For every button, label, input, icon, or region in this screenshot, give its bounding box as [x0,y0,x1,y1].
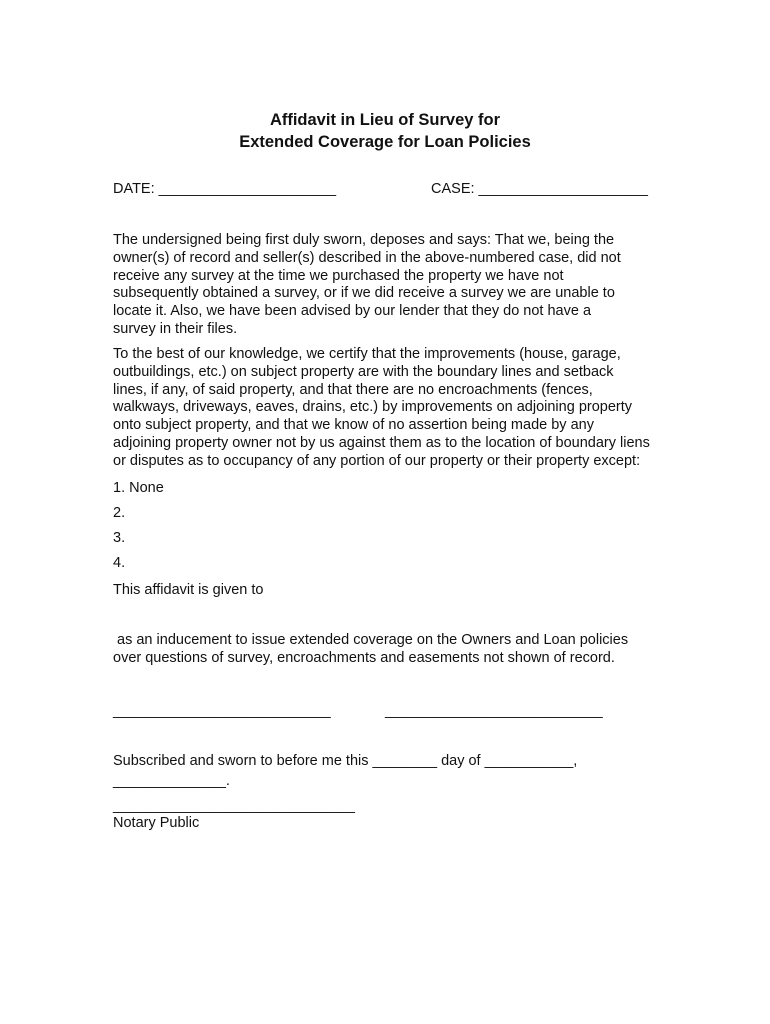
paragraph-line: adjoining property owner not by us against them as to the location of boundary liens [113,434,650,451]
document-title-line1: Affidavit in Lieu of Survey for [269,111,501,129]
document-title-line2: Extended Coverage for Loan Policies [239,133,531,151]
paragraph-line: To the best of our knowledge, we certify that the improvements (house, garage, [113,346,621,362]
paragraph-certification [113,346,673,471]
exception-item-1: 1. None [113,480,164,496]
signature-line-left: ___________________________ [113,703,331,719]
paragraph-line: as an inducement to issue extended coverage on the Owners and Loan policies [113,632,629,648]
given-to-text: This affidavit is given to [113,582,264,598]
paragraph-line: walkways, driveways, eaves, drains, etc.) by improvements on adjoining property [113,399,633,416]
paragraph-line: The undersigned being first duly sworn, deposes and says: That we, being the [113,232,615,248]
paragraph-line: receive any survey at the time we purchased the property we have not [113,267,564,284]
paragraph-inducement [113,632,673,668]
exception-item-2: 2. [113,505,126,521]
paragraph-line: subsequently obtained a survey, or if we did receive a survey we are unable to [113,285,615,302]
paragraph-line: locate it. Also, we have been advised by our lender that they do not have a [113,303,592,320]
date-field: DATE: ______________________ [113,181,337,197]
paragraph-line: owner(s) of record and seller(s) described in the above-numbered case, did not [113,249,621,266]
sworn-statement-line2: ______________. [113,773,230,789]
signature-line-right: ___________________________ [385,703,603,719]
exception-item-3: 3. [113,530,126,546]
paragraph-line: or disputes as to occupancy of any portion of our property or their property except: [113,452,641,469]
paragraph-line: over questions of survey, encroachments and easements not shown of record. [113,649,615,666]
paragraph-sworn-statement [113,232,673,339]
paragraph-line: onto subject property, and that we know of no assertion being made by any [113,417,594,434]
sworn-statement-line1: Subscribed and sworn to before me this ________ day of ___________, [113,753,578,769]
notary-signature-line: ______________________________ [113,798,355,814]
notary-public-label: Notary Public [113,815,200,831]
exception-item-4: 4. [113,555,126,571]
paragraph-line: outbuildings, etc.) on subject property are with the boundary lines and setback [113,363,614,380]
paragraph-line: lines, if any, of said property, and that there are no encroachments (fences, [113,381,593,398]
paragraph-line: survey in their files. [113,320,238,337]
case-field: CASE: _____________________ [431,181,648,197]
